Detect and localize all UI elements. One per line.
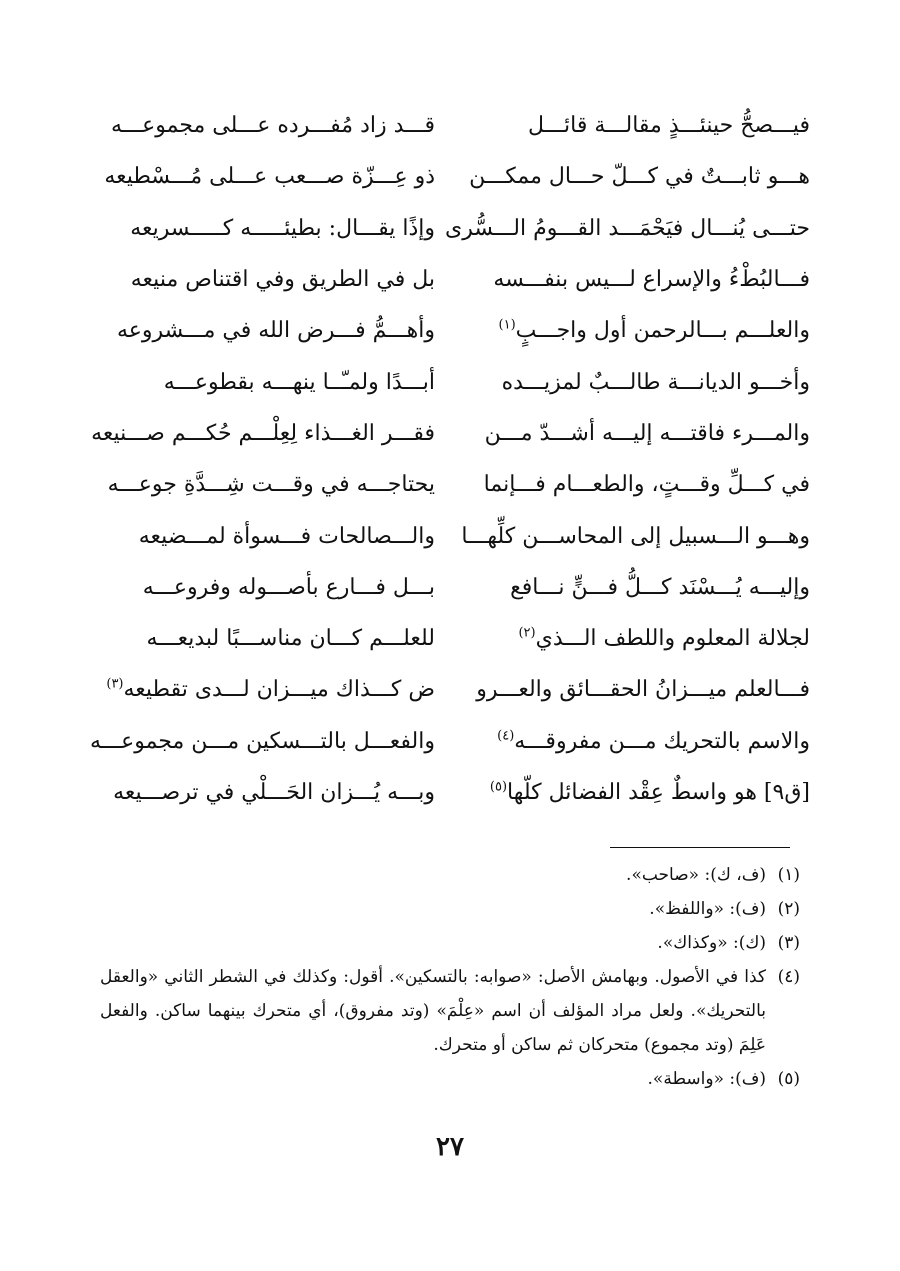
verse-line — [90, 203, 810, 254]
verse-line — [90, 100, 810, 151]
verse-first-hemistich: فـــالعلم ميـــزانُ الحقـــائق والعـــرو — [476, 677, 810, 703]
verse-second-hemistich: ض كـــذاك ميـــزان لـــدى تقطيعه$^{(٣)}$ — [106, 677, 435, 703]
verse-line — [90, 613, 810, 664]
verse-second-hemistich: وإذًا يقـــال: بطيئـــــه كـــــسريعه — [130, 215, 435, 241]
verse-second-hemistich: وبـــه يُـــزان الحَـــلْي في ترصـــيعه — [113, 780, 435, 805]
footnote-number: (٣) — [777, 933, 800, 953]
verse-second-hemistich: والفعـــل بالتـــسكين مـــن مجموعـــه — [89, 728, 435, 754]
footnote-separator — [610, 847, 790, 848]
verse-first-hemistich: فـــالبُطْءُ والإسراع لـــيس بنفـــسه — [493, 267, 810, 293]
footnote-item — [100, 960, 800, 1062]
footnote-text: (ك): «وكذاك». — [657, 933, 766, 953]
verse-second-hemistich: قـــد زاد مُفـــرده عـــلى مجموعـــه — [110, 113, 435, 139]
verse-line — [90, 664, 810, 715]
verse-second-hemistich: بل في الطريق وفي اقتناص منيعه — [130, 267, 435, 293]
verse-first-hemistich: وأخـــو الديانـــة طالـــبٌ لمزيـــده — [501, 369, 810, 395]
footnote-item — [100, 926, 800, 960]
verse-first-hemistich: لجلالة المعلوم واللطف الـــذي$^{(٢)}$ — [518, 625, 810, 652]
footnote-number: (٢) — [777, 899, 800, 919]
footnote-item — [100, 858, 800, 892]
footnote-marker[interactable]: (٢) — [518, 625, 536, 641]
verse-second-hemistich: ذو عِـــزّة صـــعب عـــلى مُـــسْطيعه — [104, 164, 435, 190]
footnote-marker[interactable]: (٥) — [489, 779, 508, 795]
footnote-number: (١) — [777, 865, 800, 885]
verse-second-hemistich: والـــصالحات فـــسوأة لمـــضيعه — [138, 523, 435, 549]
footnote-number: (٥) — [777, 1069, 800, 1089]
footnote-marker[interactable]: (٤) — [497, 728, 515, 744]
verse-first-hemistich: وإليـــه يُـــسْنَد كـــلُّ فـــنٍّ نـــافع — [510, 574, 810, 600]
verse-second-hemistich: أبـــدًا ولمـّــا ينهـــه بقطوعـــه — [163, 369, 435, 395]
verse-first-hemistich: في كـــلِّ وقـــتٍ، والطعـــام فـــإنما — [483, 472, 810, 498]
verse-line — [90, 254, 810, 305]
footnote-marker[interactable]: (١) — [498, 318, 516, 333]
verse-line — [90, 151, 810, 202]
page-number: ٢٧ — [436, 1132, 464, 1162]
verse-line — [90, 356, 810, 407]
footnote-item — [100, 892, 800, 926]
verse-line — [90, 716, 810, 767]
verse-first-hemistich: والعلـــم بـــالرحمن أول واجـــبٍ$^{(١)}$ — [498, 318, 810, 344]
verse-first-hemistich: حتـــى يُنـــال فيَحْمَـــد القـــومُ الـــسُّرى — [444, 215, 810, 241]
verse-line — [90, 510, 810, 561]
verse-line — [90, 562, 810, 613]
footnote-item — [100, 1062, 800, 1096]
footnote-text: كذا في الأصول. وبهامش الأصل: «صوابه: بالتسكين». أقول: وكذلك في الشطر الثاني «والعقل بالتحريك». ولعل مراد المؤلف أن اسم «عِلْمَ» (وتد مفروق)، أي متحرك بينهما ساكن. والفعل عَلِمَ (وتد مجموع) متحركان ثم ساكن أو متحرك. — [100, 967, 766, 1055]
footnote-text: (ف): «واسطة». — [647, 1069, 766, 1089]
verse-second-hemistich: وأهـــمُّ فـــرض الله في مـــشروعه — [116, 318, 435, 344]
footnote-text: (ف، ك): «صاحب». — [626, 865, 766, 885]
footnote-number: (٤) — [777, 967, 800, 987]
verse-line — [90, 305, 810, 356]
verse-first-hemistich: هـــو ثابـــتٌ في كـــلّ حـــال ممكـــن — [469, 164, 810, 190]
verse-second-hemistich: يحتاجـــه في وقـــت شِـــدَّةِ جوعـــه — [107, 472, 435, 498]
verse-second-hemistich: للعلـــم كـــان مناســـبًا لبديعـــه — [146, 626, 435, 652]
verse-first-hemistich: [ق٩] هو واسطٌ عِقْد الفضائل كلّها$^{(٥)}$ — [489, 779, 810, 805]
footnotes — [100, 858, 800, 1096]
footnote-text: (ف): «واللفظ». — [649, 899, 766, 919]
verse-line — [90, 767, 810, 818]
verse-first-hemistich: والاسم بالتحريك مـــن مفروقـــه$^{(٤)}$ — [497, 728, 810, 754]
footnote-marker[interactable]: (٣) — [106, 677, 124, 693]
poem-verses — [90, 100, 810, 818]
verse-line — [90, 408, 810, 459]
verse-second-hemistich: بـــل فـــارع بأصـــوله وفروعـــه — [142, 574, 435, 600]
verse-line — [90, 459, 810, 510]
verse-second-hemistich: فقـــر الغـــذاء لِعِلْـــم حُكـــم صـــنيعه — [91, 420, 435, 446]
verse-first-hemistich: فيـــصحُّ حينئـــذٍ مقالـــة قائـــل — [528, 113, 810, 139]
verse-first-hemistich: والمـــرء فاقتـــه إليـــه أشـــدّ مـــن — [484, 420, 810, 446]
verse-first-hemistich: وهـــو الـــسبيل إلى المحاســـن كلِّهـــا — [461, 523, 810, 549]
